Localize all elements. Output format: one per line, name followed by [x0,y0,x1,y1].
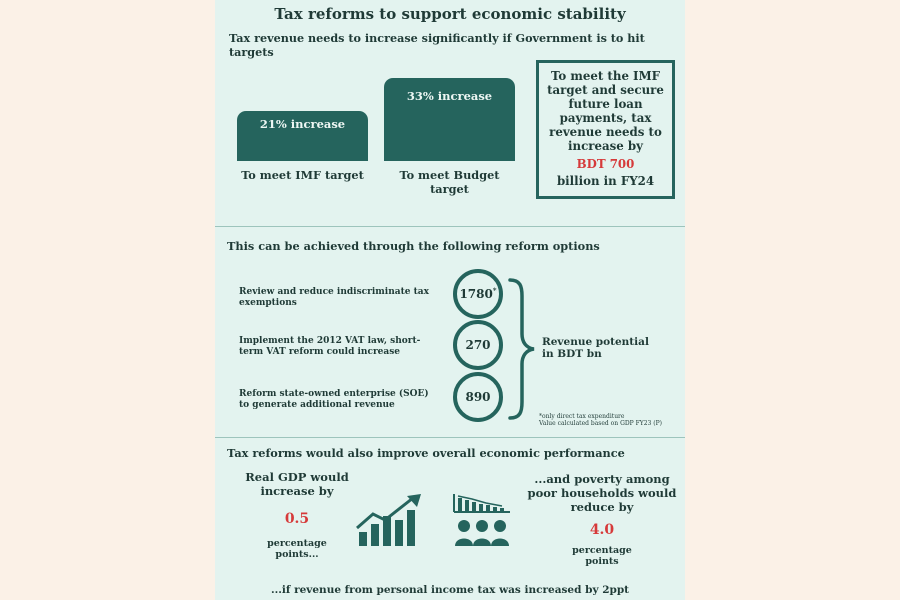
soe-value: 890 [465,390,491,404]
footer-note: ...if revenue from personal income tax was increased by 2ppt [270,584,630,596]
budget-target-value: 33% increase [406,89,493,103]
exemptions-asterisk: * [492,286,497,295]
reforms-heading: This can be achieved through the following reform options [227,239,600,253]
budget-target-label: To meet Budget target [399,168,500,196]
growth-chart-icon [355,492,423,548]
poverty-unit: percentage points [572,545,632,567]
footnote [539,413,662,427]
performance-heading: Tax reforms would also improve overall economic performance [227,446,625,460]
imf-callout-box [536,60,675,199]
reform-option-soe: Reform state-owned enterprise (SOE) to generate additional revenue [239,389,429,410]
vat-value-circle [453,320,503,370]
infographic-title: Tax reforms to support economic stability [274,5,626,23]
infographic-card [215,0,685,600]
footnote-direct-tax: *only direct tax expenditure [539,413,625,420]
infographic-subtitle: Tax revenue needs to increase significantly if Government is to hit targets [229,31,645,59]
section-divider [215,437,685,438]
exemptions-value: 1780 [459,287,493,301]
poverty-value: 4.0 [589,522,615,538]
gdp-label: Real GDP would increase by [245,470,349,498]
imf-target-bar [237,111,368,161]
gdp-unit: percentage points... [267,538,327,560]
callout-amount: BDT 700 [576,157,635,171]
poverty-label: ...and poverty among poor households would reduce by [527,472,677,514]
exemptions-value-circle [453,269,503,319]
budget-target-bar [384,78,515,161]
gdp-value: 0.5 [284,511,310,527]
soe-value-circle [453,372,503,422]
imf-target-label: To meet IMF target [241,168,364,182]
footnote-gdp-basis: Value calculated based on GDP FY23 (P) [539,420,662,427]
reform-option-vat: Implement the 2012 VAT law, short-term VAT reform could increase [239,336,421,357]
revenue-potential-label: Revenue potential in BDT bn [542,336,649,360]
poverty-households-icon [452,490,512,548]
callout-period: billion in FY24 [556,174,655,188]
section-divider [215,226,685,227]
vat-value: 270 [465,338,491,352]
reform-option-exemptions: Review and reduce indiscriminate tax exemptions [239,287,429,308]
callout-text: To meet the IMF target and secure future loan payments, tax revenue needs to increase by [547,69,664,153]
curly-brace-icon [504,276,538,422]
imf-target-value: 21% increase [259,117,346,131]
